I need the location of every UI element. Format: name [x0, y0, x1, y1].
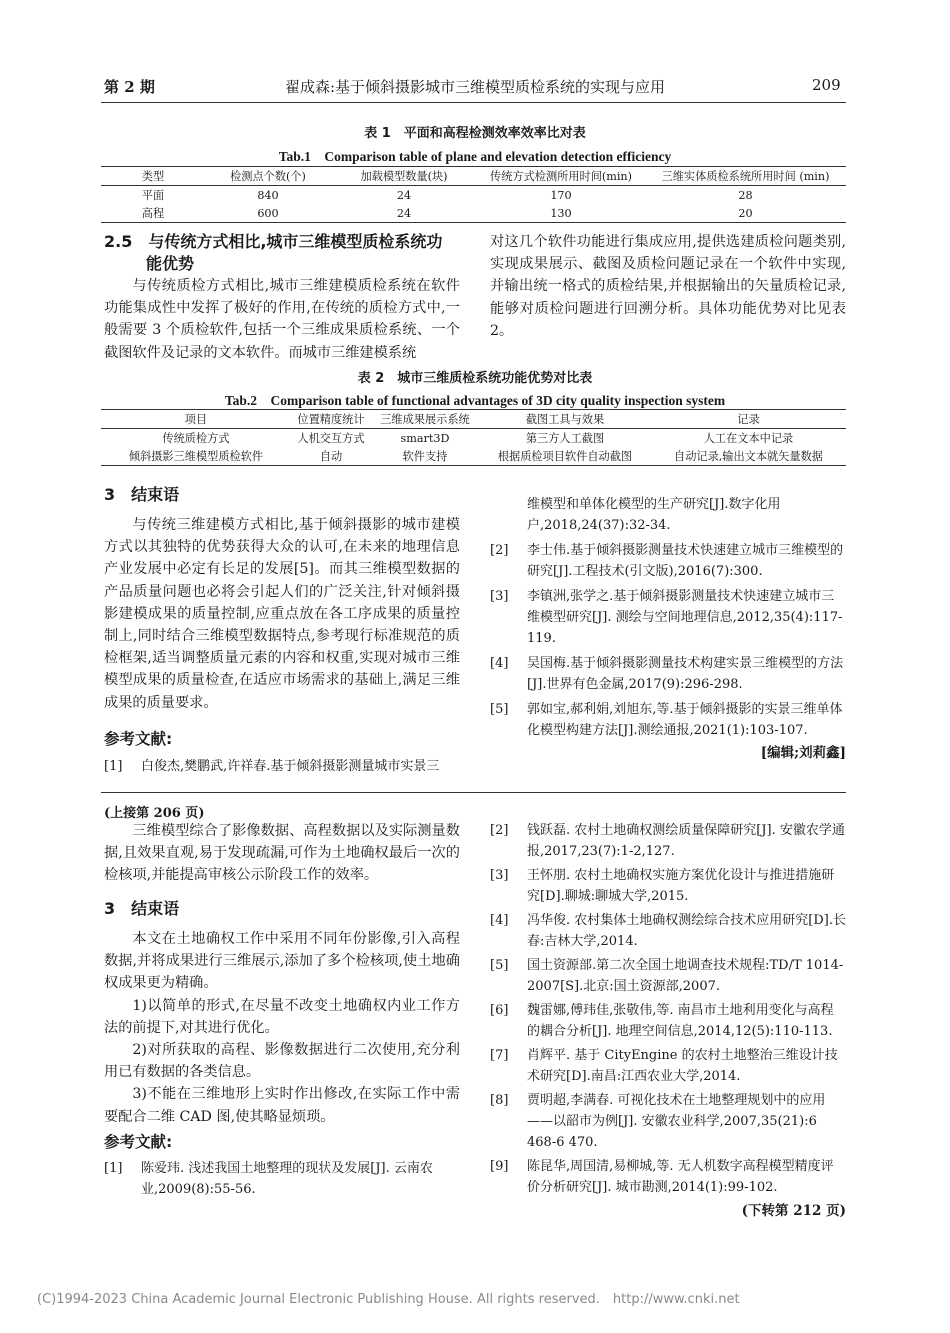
reference-item [490, 586, 846, 649]
table-cell: 人机交互方式 [297, 432, 365, 445]
section-2-5-left-paragraph: 与传统质检方式相比,城市三维建模质检系统在软件功能集成性中发挥了极好的作用,在传统的质检方式中,一般需要 3 个质检软件,包括一个三维成果质检系统、一个截图软件及记录的文本软件。而城市三维建模系统 [104, 278, 460, 361]
table1-header-cell: 加载模型数量(块) [331, 167, 477, 186]
conclusion-point: 3)不能在三维地形上实时作出修改,在实际工作中需要配合二维 CAD 图,使其略显烦琐。 [104, 1086, 460, 1125]
reference-text: 肖辉平. 基于 CityEngine 的农村土地整治三维设计技术研究[D].南昌:江西农业大学,2014. [527, 1048, 838, 1084]
reference-text: 李士伟.基于倾斜摄影测量技术快速建立城市三维模型的研究[J].工程技术(引文版),2016(7):300. [527, 543, 844, 579]
reference-item [490, 653, 846, 695]
reference-number: [2] [490, 823, 509, 838]
table2-header-cell: 三维成果展示系统 [371, 410, 479, 429]
table-cell: 自动 [319, 450, 343, 463]
reference-item [490, 955, 846, 997]
reference-number: [1] [104, 759, 123, 774]
table-cell: 平面 [141, 189, 165, 202]
reference-number: [4] [490, 656, 509, 671]
table-cell: 28 [738, 188, 753, 202]
reference-item [490, 1045, 846, 1087]
table-cell: 自动记录,输出文本就矢量数据 [674, 450, 823, 463]
table1-header-cell: 传统方式检测所用时间(min) [477, 167, 645, 186]
journal-issue: 第 2 期 [104, 78, 155, 96]
reference-number: [7] [490, 1048, 509, 1063]
table-cell: 人工在文本中记录 [703, 432, 794, 445]
article1-references-right [490, 494, 846, 764]
table-cell: 840 [257, 188, 279, 202]
reference-item [490, 865, 846, 907]
table1-title-en: Tab.1 Comparison table of plane and elevation detection efficiency [278, 149, 672, 164]
reference-text: 白俊杰,樊鹏武,许祥春.基于倾斜摄影测量城市实景三 [141, 759, 440, 774]
article2-references-right [490, 820, 846, 1222]
running-title: 翟成森:基于倾斜摄影城市三维模型质检系统的实现与应用 [284, 78, 666, 96]
editor-credit: [编辑;刘莉鑫] [760, 745, 846, 761]
reference-number: [5] [490, 958, 509, 973]
reference-number: [3] [490, 868, 509, 883]
table-cell: 130 [550, 206, 572, 220]
table-cell: 24 [396, 206, 412, 220]
table1-header-cell: 三维实体质检系统所用时间 (min) [645, 167, 846, 186]
reference-item [490, 820, 846, 862]
table-row [101, 204, 846, 222]
table2-header-row [101, 410, 846, 429]
table-cell: 20 [738, 206, 753, 220]
article1-conclusion-heading: 3 结束语 [104, 485, 180, 504]
reference-number: [2] [490, 543, 509, 558]
article1-references-heading: 参考文献: [104, 730, 173, 748]
reference-item [104, 756, 460, 777]
section-2-5-right-paragraph: 对这几个软件功能进行集成应用,提供选建质检问题类别,实现成果展示、截图及质检问题记录在一个软件中实现,并输出统一格式的质检结果,并根据输出的矢量质检记录,能够对质检问题进行回溯分析。具体功能优势对比见表 2。 [490, 234, 846, 339]
article1-conclusion-paragraph: 与传统三维建模方式相比,基于倾斜摄影的城市建模方式以其独特的优势获得大众的认可,在未来的地理信息产业发展中必定有长足的发展[5]。而其三维模型数据的产品质量问题也必将会引起人们的广泛关注,针对倾斜摄影建模成果的质量控制,应重点放在各工序成果的质量控制上,同时结合三维模型数据特点,参考现行标准规范的质检框架,适当调整质量元素的内容和权重,实现对城市三维模型成果的质量检查,在适应市场需求的基础上,满足三维成果的质量要求。 [104, 517, 460, 711]
table1-header-row [101, 167, 846, 186]
table-cell: 传统质检方式 [162, 432, 230, 445]
table1 [101, 167, 846, 222]
reference-number: [8] [490, 1093, 509, 1108]
table2-bottom-rule [101, 465, 846, 466]
reference-number: [5] [490, 702, 509, 717]
copyright-footer: (C)1994-2023 China Academic Journal Electronic Publishing House. All rights reserved. http://www.cnki.net [37, 1292, 740, 1307]
reference-item [490, 540, 846, 582]
article2-references-heading: 参考文献: [104, 1133, 173, 1151]
reference-number: [3] [490, 589, 509, 604]
table2-header-cell: 位置精度统计 [291, 410, 371, 429]
reference-text: 吴国梅.基于倾斜摄影测量技术构建实景三维模型的方法[J].世界有色金属,2017(9):296-298. [527, 656, 844, 692]
reference-text: 陈爱玮. 浅述我国土地整理的现状及发展[J]. 云南农业,2009(8):55-56. [141, 1161, 433, 1197]
table1-header-cell: 检测点个数(个) [205, 167, 331, 186]
table1-bottom-rule [101, 222, 846, 223]
table2-header-cell: 记录 [651, 410, 846, 429]
reference-item [490, 1000, 846, 1042]
table2 [101, 410, 846, 465]
reference-number: [9] [490, 1159, 509, 1174]
table-cell: 倾斜摄影三维模型质检软件 [128, 450, 264, 463]
table2-title-cn: 表 2 城市三维质检系统功能优势对比表 [357, 371, 593, 386]
table-cell: 600 [257, 206, 279, 220]
article2-intro-paragraph: 三维模型综合了影像数据、高程数据以及实际测量数据,且效果直观,易于发现疏漏,可作为土地确权最后一次的检核项,并能提高审核公示阶段工作的效率。 [104, 823, 460, 884]
continued-from-note: (上接第 206 页) [104, 806, 205, 821]
reference-text: 王怀朋. 农村土地确权实施方案优化设计与推进措施研究[D].聊城:聊城大学,2015. [527, 868, 835, 904]
table-cell: smart3D [400, 431, 450, 445]
conclusion-point: 1)以简单的形式,在尽量不改变土地确权内业工作方法的前提下,对其进行优化。 [104, 997, 460, 1036]
reference-item [490, 699, 846, 741]
table2-header-cell: 项目 [101, 410, 291, 429]
table-cell: 根据质检项目软件自动截图 [497, 450, 633, 463]
section-heading-line: 2.5 与传统方式相比,城市三维模型质检系统功 [104, 232, 443, 251]
article-separator-rule [101, 792, 846, 793]
table-row [101, 186, 846, 205]
table2-title-en: Tab.2 Comparison table of functional advantages of 3D city quality inspection system [224, 393, 726, 408]
table1-title-cn: 表 1 平面和高程检测效率效率比对表 [364, 126, 586, 141]
reference-number: [6] [490, 1003, 509, 1018]
table-cell: 软件支持 [402, 450, 448, 463]
section-2-5-heading [104, 231, 474, 275]
reference-text: 陈昆华,周国清,易柳城,等. 无人机数字高程模型精度评价分析研究[J]. 城市勘测,2014(1):99-102. [527, 1159, 834, 1195]
reference-text: 李镇洲,张学之.基于倾斜摄影测量技术快速建立城市三维模型研究[J]. 测绘与空间地理信息,2012,35(4):117-119. [527, 589, 843, 646]
table-row [101, 447, 846, 465]
reference-text: 郭如宝,郝利娟,刘旭东,等.基于倾斜摄影的实景三维单体化模型构建方法[J].测绘通报,2021(1):103-107. [527, 702, 843, 738]
article2-conclusion-heading: 3 结束语 [104, 899, 180, 918]
reference-item [104, 1158, 460, 1200]
table-row [101, 429, 846, 448]
table2-header-cell: 截图工具与效果 [479, 410, 651, 429]
reference-item [490, 1090, 846, 1153]
section-heading-line: 能优势 [146, 254, 195, 273]
reference-text: 钱跃磊. 农村土地确权测绘质量保障研究[J]. 安徽农学通报,2017,23(7):1-2,127. [527, 823, 845, 859]
conclusion-paragraph: 本文在土地确权工作中采用不同年份影像,引入高程数据,并将成果进行三维展示,添加了多个检核项,使土地确权成果更为精确。 [104, 931, 460, 992]
continued-to-note: (下转第 212 页) [741, 1203, 846, 1219]
table-cell: 第三方人工截图 [525, 432, 605, 445]
conclusion-point: 2)对所获取的高程、影像数据进行二次使用,充分利用已有数据的各类信息。 [104, 1042, 460, 1081]
table-cell: 170 [550, 188, 572, 202]
reference-text: 贾明超,李满春. 可视化技术在土地整理规划中的应用——以韶市为例[J]. 安徽农业科学,2007,35(21):6 468-6 470. [527, 1093, 826, 1150]
article2-conclusion-body [104, 928, 460, 1128]
table-cell: 高程 [141, 207, 165, 220]
reference-text: 冯华俊. 农村集体土地确权测绘综合技术应用研究[D].长春:吉林大学,2014. [527, 913, 846, 949]
reference-text: 国土资源部.第二次全国土地调查技术规程:TD/T 1014-2007[S].北京:国土资源部,2007. [527, 958, 844, 994]
reference-continuation: 维模型和单体化模型的生产研究[J].数字化用户,2018,24(37):32-34. [527, 497, 781, 533]
reference-text: 魏雷娜,傅玮佳,张敬伟,等. 南昌市土地利用变化与高程的耦合分析[J]. 地理空间信息,2014,12(5):110-113. [527, 1003, 834, 1039]
reference-item [490, 1156, 846, 1198]
reference-item [490, 910, 846, 952]
reference-number: [1] [104, 1161, 123, 1176]
page-number: 209 [812, 76, 841, 94]
header-rule [101, 102, 846, 103]
reference-number: [4] [490, 913, 509, 928]
table1-header-cell: 类型 [101, 167, 205, 186]
table-cell: 24 [396, 188, 412, 202]
